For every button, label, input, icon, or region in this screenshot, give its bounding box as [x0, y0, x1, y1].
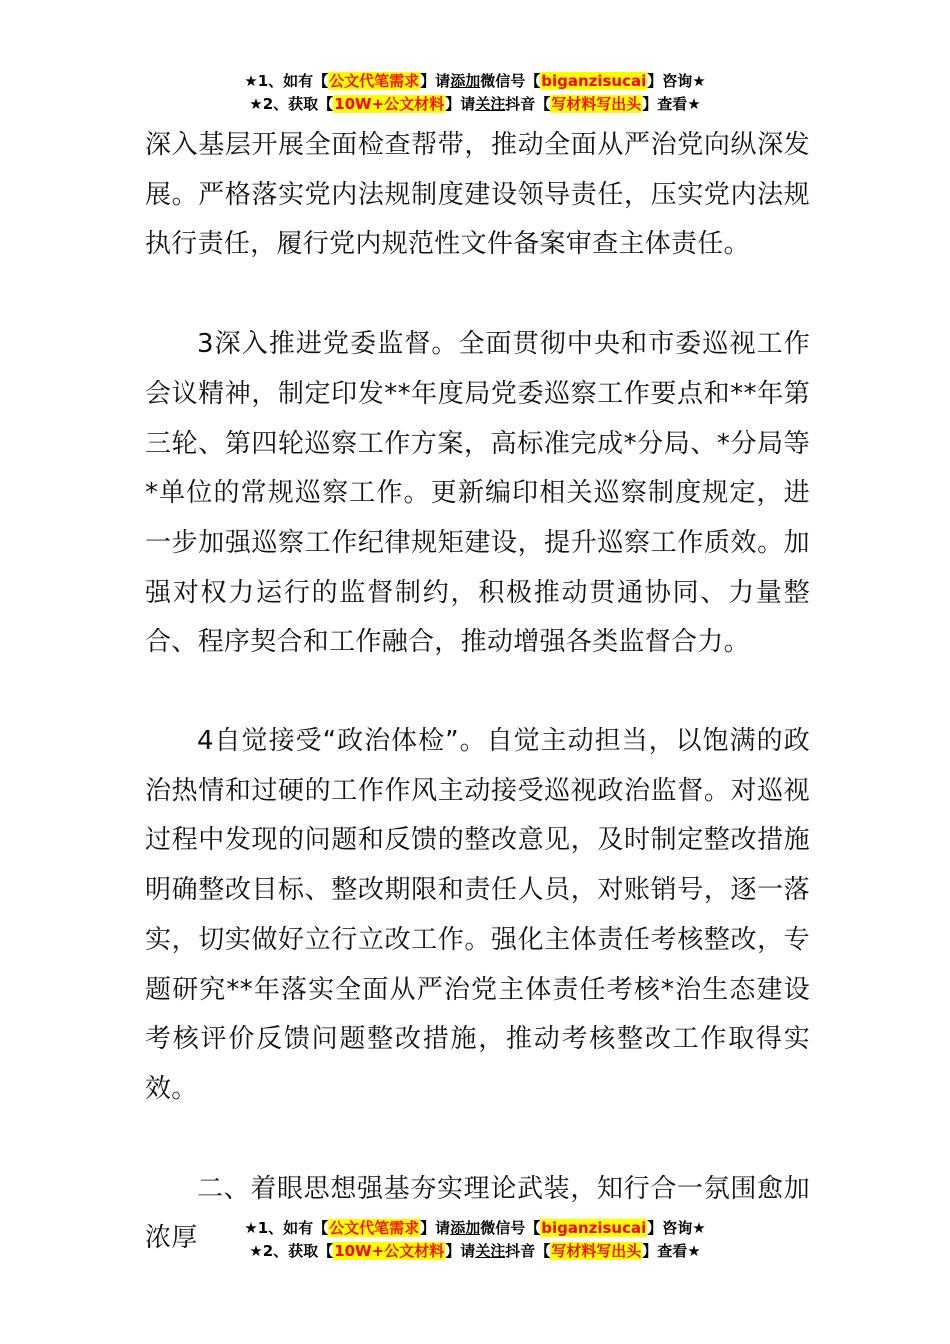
banner-line-1 — [0, 70, 950, 93]
banner-text: 抖音【 — [505, 95, 551, 113]
banner-highlight: biganzisucai — [541, 72, 647, 90]
banner-line-1 — [0, 1217, 950, 1240]
banner-highlight: 写材料写出头 — [551, 95, 642, 113]
banner-underlined-text: 关注 — [475, 95, 506, 113]
banner-text: ★2、获取【 — [249, 1242, 334, 1260]
banner-text: 抖音【 — [505, 1242, 551, 1260]
banner-text: 】咨询★ — [647, 72, 706, 90]
banner-underlined-text: 添加 — [450, 72, 481, 90]
banner-underlined-text: 添加 — [450, 1219, 481, 1237]
banner-text: ★1、如有【 — [244, 1219, 329, 1237]
banner-text: 】请 — [445, 1242, 476, 1260]
banner-highlight: 10W+公文材料 — [334, 1242, 445, 1260]
header-banner — [0, 70, 950, 116]
banner-text: ★2、获取【 — [249, 95, 334, 113]
paragraph-political-checkup: 4自觉接受“政治体检”。自觉主动担当，以饱满的政治热情和过硬的工作作风主动接受巡视政治监督。对巡视过程中发现的问题和反馈的整改意见，及时制定整改措施明确整改目标、整改期限和责任人员，对账销号，逐一落实，切实做好立行立改工作。强化主体责任考核整改，专题研究**年落实全面从严治党主体责任考核*治生态建设考核评价反馈问题整改措施，推动考核整改工作取得实效。 — [145, 726, 810, 1104]
banner-highlight: 写材料写出头 — [551, 1242, 642, 1260]
banner-underlined-text: 关注 — [475, 1242, 506, 1260]
banner-text: 微信号【 — [480, 1219, 541, 1237]
banner-text: 】查看★ — [642, 1242, 701, 1260]
banner-line-2 — [0, 1240, 950, 1263]
banner-text: 】咨询★ — [647, 1219, 706, 1237]
section-heading: 二、着眼思想强基夯实理论武装，知行合一氛围愈加浓厚 — [145, 1173, 810, 1254]
banner-text: 】请 — [420, 1219, 451, 1237]
banner-text: 微信号【 — [480, 72, 541, 90]
banner-text: 】请 — [420, 72, 451, 90]
banner-text: 】请 — [445, 95, 476, 113]
banner-text: 】查看★ — [642, 95, 701, 113]
paragraph-party-committee-supervision: 3深入推进党委监督。全面贯彻中央和市委巡视工作会议精神，制定印发**年度局党委巡察工作要点和**年第三轮、第四轮巡察工作方案，高标准完成*分局、*分局等*单位的常规巡察工作。更新编印相关巡察制度规定，进一步加强巡察工作纪律规矩建设，提升巡察工作质效。加强对权力运行的监督制约，积极推动贯通协同、力量整合、程序契合和工作融合，推动增强各类监督合力。 — [145, 329, 810, 658]
banner-highlight: 10W+公文材料 — [334, 95, 445, 113]
banner-line-2 — [0, 93, 950, 116]
banner-highlight: 公文代笔需求 — [329, 72, 420, 90]
paragraph-continuation: 深入基层开展全面检查帮带，推动全面从严治党向纵深发展。严格落实党内法规制度建设领导责任，压实党内法规执行责任，履行党内规范性文件备案审查主体责任。 — [145, 130, 810, 260]
document-body — [145, 121, 810, 1264]
footer-banner — [0, 1217, 950, 1263]
banner-highlight: biganzisucai — [541, 1219, 647, 1237]
banner-text: ★1、如有【 — [244, 72, 329, 90]
banner-highlight: 公文代笔需求 — [329, 1219, 420, 1237]
